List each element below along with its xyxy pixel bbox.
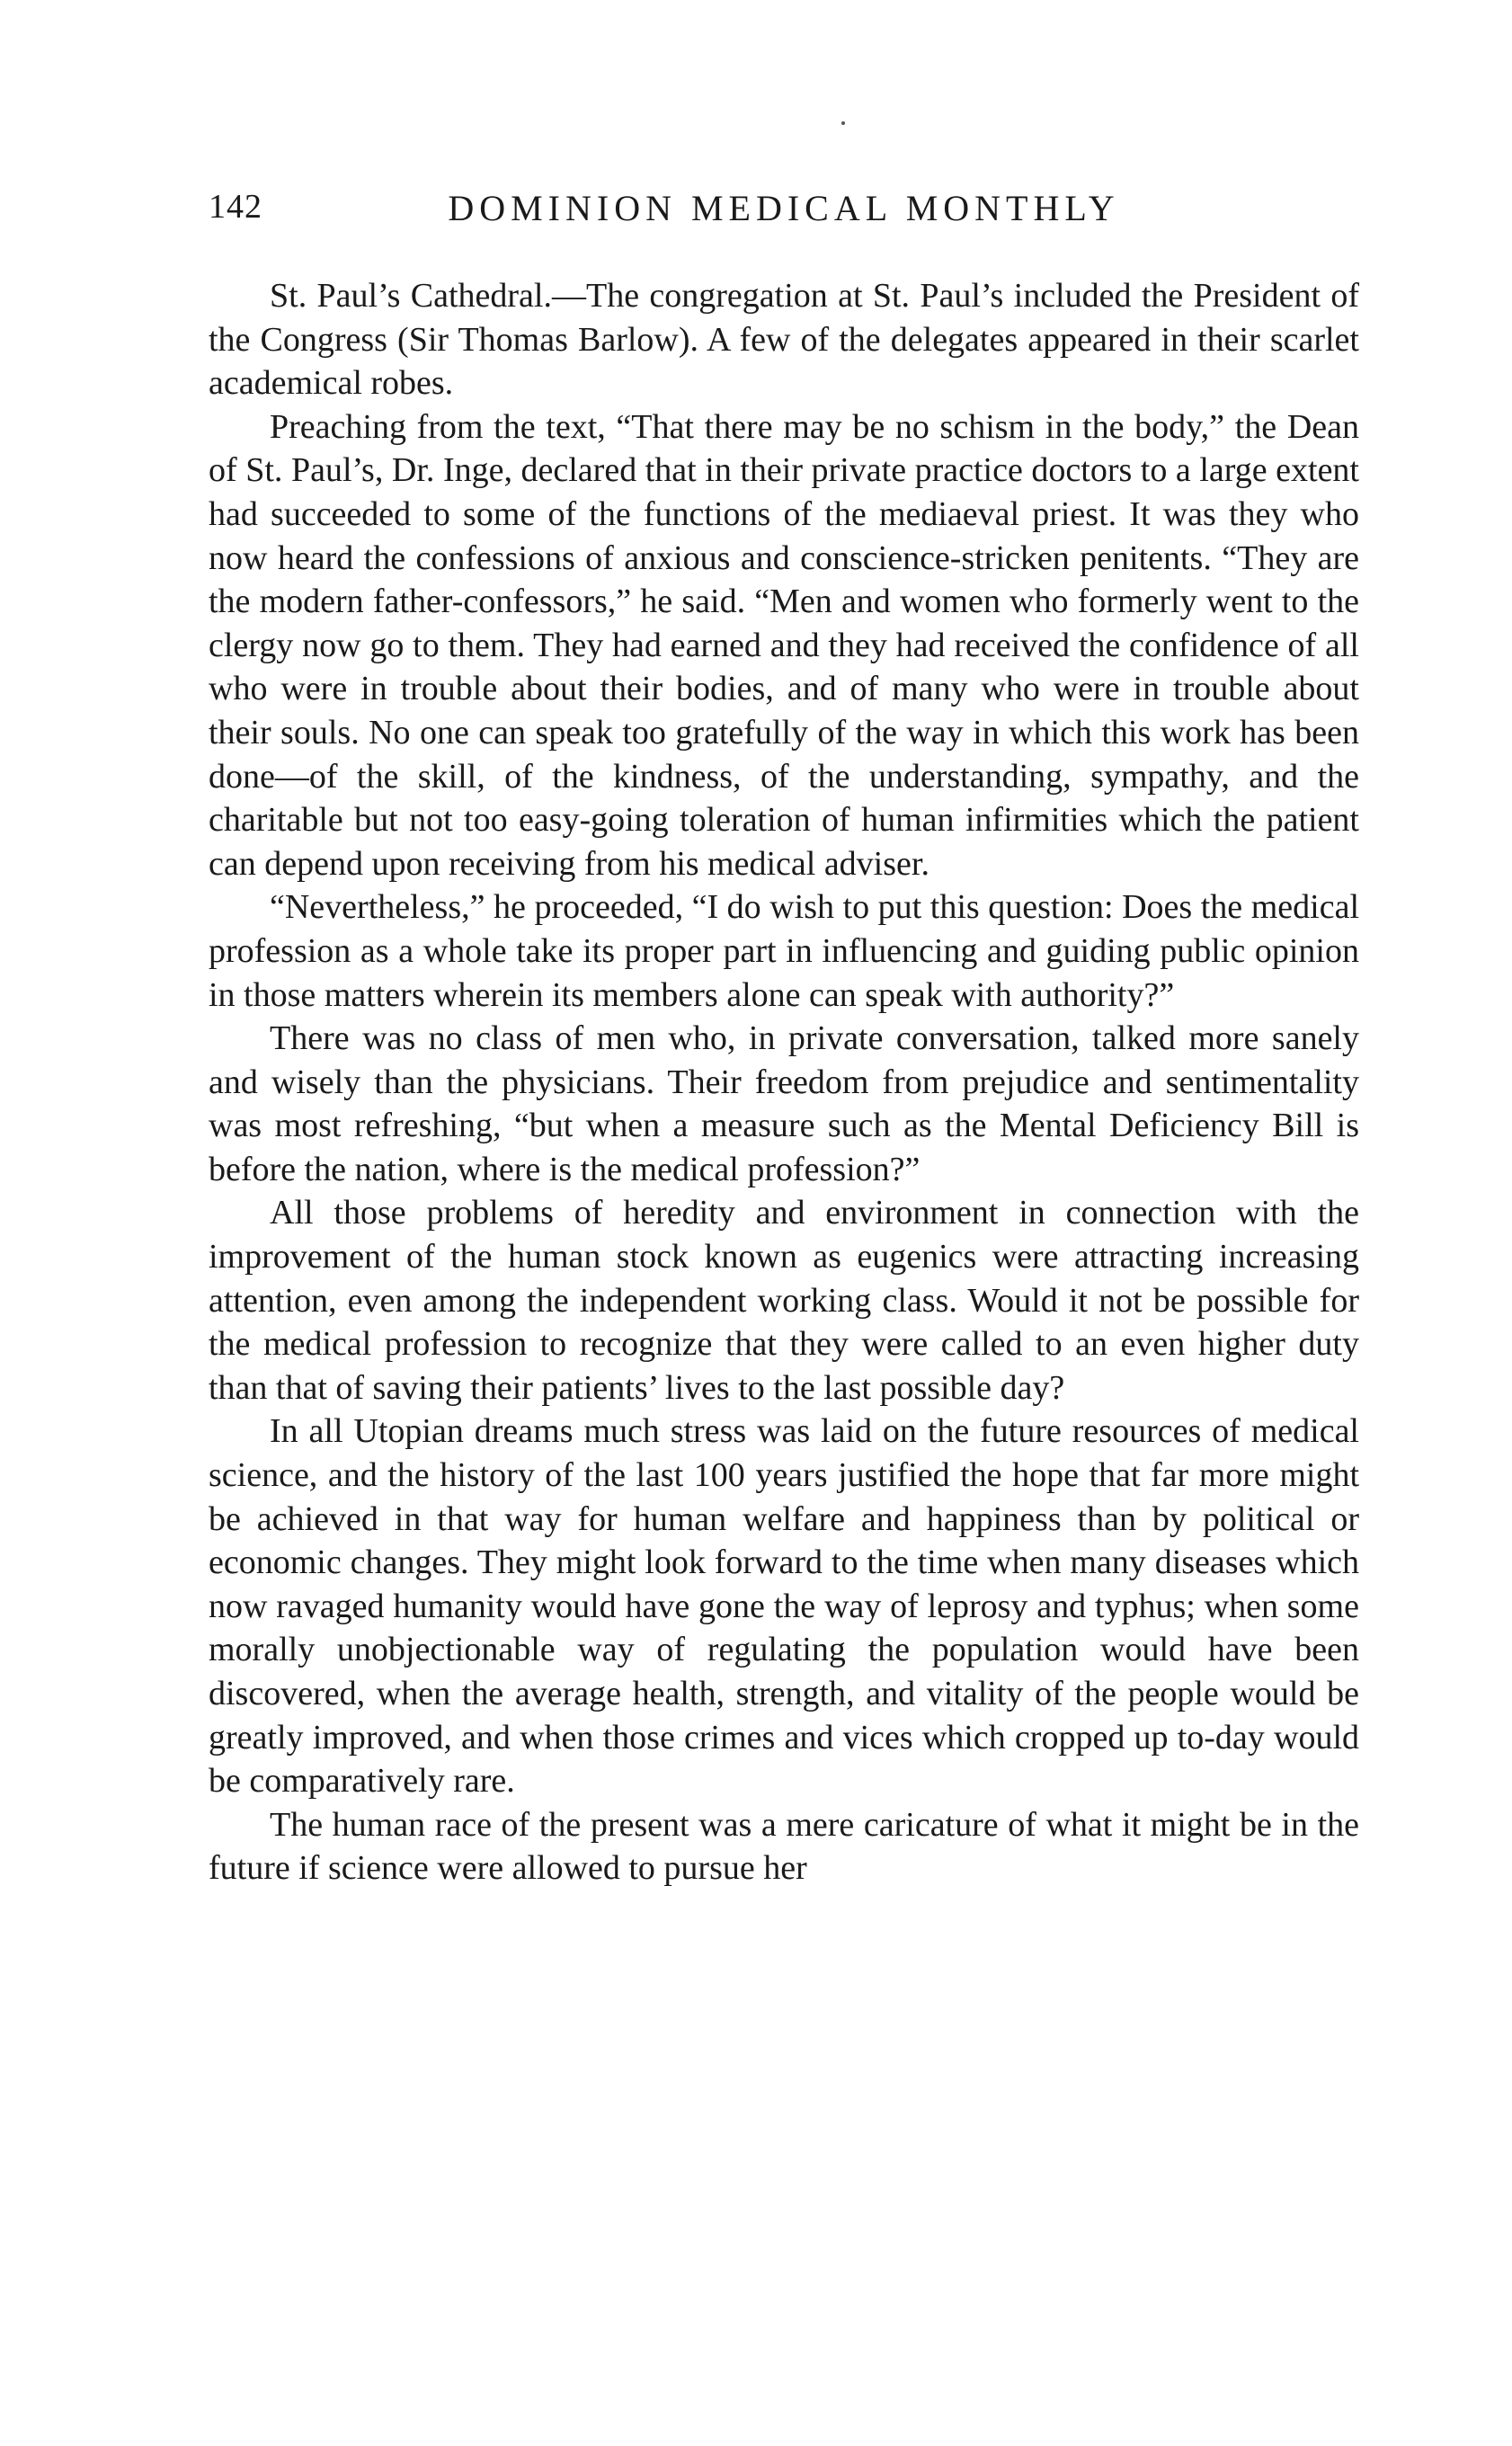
page-number: 142 xyxy=(209,188,262,226)
paragraph: All those problems of heredity and environment in connection with the improvement of the human stock known as eugenics were attracting increasing attention, even among the independent working class. Would it not be possible for the medical profession to recognize that they were called to an even higher duty than that of saving their patients’ lives to the last possible day? xyxy=(209,1194,1359,1407)
paragraph: St. Paul’s Cathedral.—The congregation at St. Paul’s included the President of the Congress (Sir Thomas Barlow). A few of the delegates appeared in their scarlet academical robes. xyxy=(209,277,1359,403)
paragraph: The human race of the present was a mere caricature of what it might be in the future if science were allowed to pursue her xyxy=(209,1805,1359,1888)
article-body xyxy=(209,274,1359,1890)
paragraph: There was no class of men who, in private conversation, talked more sanely and wisely than the physicians. Their freedom from prejudice and sentimentality was most refreshing, “but when a measure such as the Mental Deficiency Bill is before the nation, where is the medical profession?” xyxy=(209,1019,1359,1188)
journal-title: DOMINION MEDICAL MONTHLY xyxy=(448,188,1120,228)
running-head xyxy=(209,187,1359,241)
page-speck xyxy=(841,121,845,125)
paragraph: In all Utopian dreams much stress was laid on the future resources of medical science, and the history of the last 100 years justified the hope that far more might be achieved in that way for human welfare and happiness than by political or economic changes. They might look forward to the time when many diseases which now ravaged humanity would have gone the way of leprosy and typhus; when some morally unobjectionable way of regulating the population would have been discovered, when the average health, strength, and vitality of the people would be greatly improved, and when those crimes and vices which cropped up to-day would be comparatively rare. xyxy=(209,1412,1359,1801)
paragraph: Preaching from the text, “That there may be no schism in the body,” the Dean of St. Paul’s, Dr. Inge, declared that in their private practice doctors to a large extent had succeeded to some of the functions of the mediaeval priest. It was they who now heard the confessions of anxious and conscience-stricken penitents. “They are the modern father-confessors,” he said. “Men and women who formerly went to the clergy now go to them. They had earned and they had received the confidence of all who were in trouble about their bodies, and of many who were in trouble about their souls. No one can speak too gratefully of the way in which this work has been done—of the skill, of the kindness, of the understanding, sympathy, and the charitable but not too easy-going toleration of human infirmities which the patient can depend upon receiving from his medical adviser. xyxy=(209,407,1359,883)
paragraph: “Nevertheless,” he proceeded, “I do wish to put this question: Does the medical profession as a whole take its proper part in influencing and guiding public opinion in those matters wherein its members alone can speak with authority?” xyxy=(209,888,1359,1014)
